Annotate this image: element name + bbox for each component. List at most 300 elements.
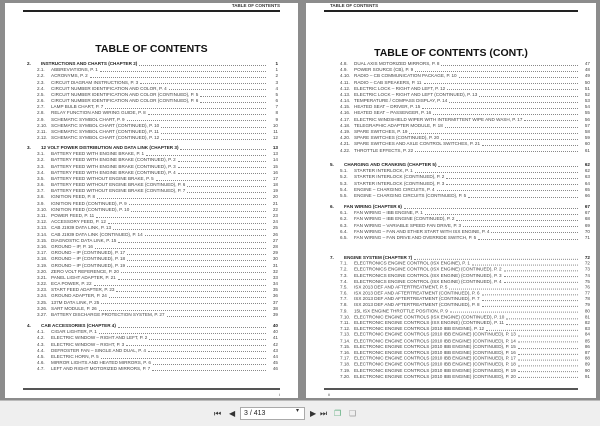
entry-title: ELECTRONIC ENGINE CONTROLS (2010 IBB ENGINE) (CONTINUED), P. 14	[354, 338, 516, 343]
entry-title: ELECTRONIC ENGINE CONTROLS (2010 IBB ENGINE) (CONTINUED), P. 15	[354, 344, 516, 349]
entry-page: 45	[272, 360, 278, 366]
entry-number: 4.22.	[340, 147, 351, 153]
entry-page: 80	[584, 308, 590, 314]
dot-leader	[504, 282, 578, 283]
entry-title: CAB ACCESSORIES (CHAPTER 4)	[41, 322, 116, 328]
dot-leader	[105, 108, 266, 109]
dot-leader	[148, 114, 266, 115]
entry-page: 6	[275, 98, 278, 104]
entry-title: BATTERY FEED WITHOUT ENGINE BRAKE (CONTINUED), P. 6	[51, 182, 186, 188]
entry-title: TEMPERATURE / COMPASS DISPLAY, P. 14	[354, 98, 448, 104]
entry-page: 57	[584, 122, 590, 128]
entry-title: BATTERY FEED WITHOUT ENGINE BRAKE, P. 5	[51, 175, 154, 181]
entry-page: 82	[584, 320, 590, 326]
dot-leader	[121, 272, 266, 273]
entry-title: CIRCUIT DIAGRAM INSTRUCTIONS, P. 3	[51, 79, 139, 85]
entry-number: 3.16.	[37, 243, 48, 249]
dot-leader	[404, 208, 578, 209]
entry-title: CIRCUIT NUMBER IDENTIFICATION AND COLOR (CONTINUED), P. 6	[51, 98, 199, 104]
entry-number: 4.12.	[340, 85, 351, 91]
running-header: TABLE OF CONTENTS	[330, 3, 379, 8]
dot-leader	[140, 83, 266, 84]
dot-leader	[146, 155, 266, 156]
toc-entry[interactable]	[330, 193, 590, 199]
dot-leader	[99, 333, 266, 334]
entry-page: 32	[272, 268, 278, 274]
dot-leader	[156, 180, 266, 181]
entry-number: 4.6.	[37, 360, 45, 366]
entry-page: 55	[584, 110, 590, 116]
dot-leader	[463, 226, 578, 227]
entry-number: 3.6.	[37, 182, 45, 188]
entry-title: SCHEMATIC SYMBOL CHART (CONTINUED), P. 10	[51, 122, 160, 128]
entry-title: STARTER INTERLOCK (CONTINUED), P. 3	[354, 180, 445, 186]
entry-number: 4.19.	[340, 129, 351, 135]
previous-page-icon[interactable]: ◀	[229, 409, 236, 418]
entry-page: 68	[584, 216, 590, 222]
entry-number: 6.3.	[340, 222, 348, 228]
dot-leader	[518, 371, 578, 372]
entry-number: 4.	[27, 322, 31, 328]
entry-page: 69	[584, 222, 590, 228]
entry-page: 58	[584, 129, 590, 135]
dot-leader	[446, 178, 578, 179]
entry-page: 72	[584, 260, 590, 266]
dot-leader	[97, 198, 266, 199]
dot-leader	[415, 71, 578, 72]
entry-page: 3	[275, 79, 278, 85]
entry-title: SPARE SWITCHES AND AXLE CONTROL SWITCHES, P. 21	[354, 141, 481, 147]
toc-entry[interactable]	[330, 235, 590, 241]
entry-page: 14	[272, 157, 278, 163]
entry-title: ELECTRIC HORN, P. 5	[51, 353, 99, 359]
entry-title: ABBREVIATIONS, P. 1	[51, 67, 98, 73]
entry-title: GROUND – IP, P. 16	[51, 243, 93, 249]
toc-entry[interactable]	[27, 366, 278, 372]
dot-leader	[161, 139, 266, 140]
entry-number: 4.16.	[340, 110, 351, 116]
dot-leader	[504, 270, 578, 271]
entry-page: 17	[272, 175, 278, 181]
dot-leader	[127, 260, 266, 261]
entry-title: FAN WIRING – IBB ENGINE (CONTINUED), P. 2	[354, 216, 455, 222]
entry-title: FAN WIRING (CHAPTER 6)	[344, 203, 402, 209]
dot-leader	[450, 312, 578, 313]
entry-title: MIRROR LIGHTS AND HEATED MIRRORS, P. 6	[51, 360, 151, 366]
entry-number: 4.1.	[37, 329, 45, 335]
dot-leader	[415, 151, 578, 152]
entry-page: 13	[272, 151, 278, 157]
entry-page: 25	[272, 225, 278, 231]
page-title: TABLE OF CONTENTS	[95, 43, 208, 55]
entry-page: 74	[584, 272, 590, 278]
entry-number: 7.16.	[340, 350, 351, 355]
entry-page: 22	[272, 206, 278, 212]
entry-number: 2.2.	[37, 73, 45, 79]
entry-title: STARTER INTERLOCK (CONTINUED), P. 2	[354, 174, 445, 180]
entry-number: 7.5.	[340, 284, 348, 290]
entry-number: 4.4.	[37, 347, 45, 353]
entry-title: CHARGING AND CRANKING (CHAPTER 5)	[344, 161, 437, 167]
entry-title: GROUND ADAPTER, P. 24	[51, 293, 107, 299]
entry-number: 3.24.	[37, 293, 48, 299]
dot-leader	[118, 327, 266, 328]
entry-page: 75	[584, 278, 590, 284]
entry-number: 3.23.	[37, 287, 48, 293]
dot-leader	[438, 166, 578, 167]
entry-page: 49	[584, 73, 590, 79]
chevron-down-icon[interactable]: ▾	[296, 408, 300, 414]
entry-title: ENGINE – CHARGING CIRCUITS, P. 4	[354, 186, 435, 192]
entry-page: 66	[584, 192, 590, 198]
entry-page: 64	[584, 180, 590, 186]
entry-title: BATTERY FEED WITHOUT ENGINE BRAKE (CONTINUED), P. 7	[51, 188, 186, 194]
entry-number: 4.13.	[340, 91, 351, 97]
footer-rule	[23, 388, 280, 390]
last-page-icon[interactable]: ⏭	[320, 409, 328, 418]
entry-number: 3.21.	[37, 274, 48, 280]
entry-number: 7.6.	[340, 290, 348, 296]
entry-page: 43	[272, 347, 278, 353]
header-rule	[324, 10, 578, 12]
entry-page: 4	[275, 85, 278, 91]
entry-title: HEATED SEAT – PASSENGER, P. 16	[354, 110, 432, 116]
entry-page: 8	[275, 110, 278, 116]
next-page-icon[interactable]: ▶	[310, 409, 317, 418]
entry-page: 24	[272, 219, 278, 225]
entry-title: STARTER INTERLOCK, P. 1	[354, 168, 413, 174]
entry-title: ELECTRONICS ENGINE CONTROL (ISX ENGINE), P. 1	[354, 260, 470, 266]
entry-page: 87	[584, 350, 590, 355]
dot-leader	[101, 303, 266, 304]
entry-page: 40	[272, 329, 278, 335]
entry-number: 4.8.	[340, 60, 348, 66]
dot-leader	[108, 223, 266, 224]
dot-leader	[524, 120, 578, 121]
dot-leader	[433, 114, 578, 115]
entry-title: ACCESSORY FEED, P. 12	[51, 219, 106, 225]
dot-leader	[456, 220, 578, 221]
entry-page: 7	[275, 104, 278, 110]
entry-number: 4.20.	[340, 135, 351, 141]
two-page-view-icon[interactable]: ❐	[334, 409, 342, 418]
entry-number: 3.10.	[37, 206, 48, 212]
dot-leader	[506, 324, 578, 325]
dot-leader	[468, 197, 578, 198]
entry-title: TELEGRAPHIC ADAPTER MODULE, P. 18	[354, 122, 443, 128]
dot-leader	[472, 264, 578, 265]
single-page-view-icon[interactable]: ❑	[349, 409, 357, 418]
entry-title: CAB J1939 DATA LINK (CONTINUED), P. 14	[51, 231, 143, 237]
entry-title: LAMP BULB CHART, P. 7	[51, 104, 104, 110]
entry-page: 42	[272, 341, 278, 347]
entry-number: 7.4.	[340, 278, 348, 284]
entry-title: 12 VOLT POWER DISTRIBUTION AND DATA LINK (CHAPTER 3)	[41, 144, 179, 150]
dot-leader	[148, 351, 266, 352]
dot-leader	[90, 77, 266, 78]
toc-chapter	[27, 323, 278, 373]
entry-title: LEFT AND RIGHT MOTORIZED MIRRORS, P. 7	[51, 366, 151, 372]
entry-page: 9	[275, 116, 278, 122]
entry-page: 89	[584, 361, 590, 367]
entry-number: 3.20.	[37, 268, 48, 274]
entry-number: 7.13.	[340, 332, 351, 338]
entry-number: 2.11.	[37, 129, 47, 135]
dot-leader	[153, 364, 266, 365]
entry-page: 13	[272, 144, 278, 150]
entry-title: ECA POWER, P. 22	[51, 281, 92, 287]
dot-leader	[96, 217, 266, 218]
entry-title: CIRCUIT NUMBER IDENTIFICATION AND COLOR (CONTINUED), P. 5	[51, 91, 199, 97]
entry-number: 3.12.	[37, 219, 48, 225]
dot-leader	[414, 259, 578, 260]
entry-number: 7.3.	[340, 272, 348, 278]
entry-title: ELECTRONIC ENGINE CONTROLS (2010 IBB ENGINE) (CONTINUED), P. 18	[354, 361, 516, 367]
entry-page: 34	[272, 281, 278, 287]
entry-number: 4.21.	[340, 141, 351, 147]
dot-leader	[180, 149, 266, 150]
entry-number: 3.7.	[37, 188, 45, 194]
entry-page: 54	[584, 104, 590, 110]
entry-number: 4.18.	[340, 122, 351, 128]
entry-number: 6.	[330, 203, 334, 209]
entry-title: START FEED ADAPTER, P. 23	[51, 287, 115, 293]
entry-title: ELECTRIC LOCK – RIGHT AND LEFT, P. 12	[354, 85, 446, 91]
entry-number: 2.9.	[37, 116, 45, 122]
entry-page: 90	[584, 367, 590, 373]
entry-title: DUAL AXIS MOTORIZED MIRRORS, P. 8	[354, 60, 440, 66]
page-number: i	[279, 392, 280, 397]
entry-number: 7.2.	[340, 266, 348, 272]
toc-chapter	[330, 61, 590, 154]
entry-number: 3.18.	[37, 256, 48, 262]
entry-page: 62	[584, 168, 590, 174]
entry-title: ELECTRIC LOCK – RIGHT AND LEFT (CONTINUED), P. 13	[354, 91, 478, 97]
entry-page: 21	[272, 200, 278, 206]
entry-title: ISX 2013 DEF AND AFTERTREATMENT (CONTINUED), P. 8	[354, 302, 480, 308]
entry-number: 3.2.	[37, 157, 45, 163]
entry-number: 7.15.	[340, 344, 351, 349]
entry-page: 53	[584, 98, 590, 104]
entry-page: 63	[584, 174, 590, 180]
entry-number: 2.3.	[37, 79, 45, 85]
entry-title: 15L ISX ENGINE THROTTLE POSITION, P. 9	[354, 308, 448, 314]
entry-page: 65	[584, 186, 590, 192]
entry-number: 5.4.	[340, 186, 348, 192]
dot-leader	[200, 102, 266, 103]
dot-leader	[449, 288, 578, 289]
entry-number: 2.8.	[37, 110, 45, 116]
toc-entry[interactable]	[27, 135, 278, 141]
entry-title: FAN WIRING – IBB ENGINE, P. 1	[354, 210, 423, 216]
entry-number: 7.18.	[340, 361, 351, 367]
dot-leader	[518, 342, 578, 343]
entry-title: SPARE SWITCHES (CONTINUED), P. 20	[354, 135, 440, 141]
entry-number: 2.12.	[37, 135, 48, 141]
dot-leader	[447, 89, 578, 90]
entry-number: 3.26.	[37, 305, 48, 311]
dot-leader	[518, 377, 578, 378]
entry-title: ELECTRONICS ENGINE CONTROL (ISX ENGINE) (CONTINUED), P. 2	[354, 266, 502, 272]
entry-page: 30	[272, 256, 278, 262]
dot-leader	[446, 184, 578, 185]
entry-page: 38	[272, 305, 278, 311]
entry-title: ACRONYMS, P. 2	[51, 73, 88, 79]
entry-page: 12	[272, 135, 278, 141]
entry-title: CIRCUIT NUMBER IDENTIFICATION AND COLOR, P. 4	[51, 85, 167, 91]
entry-page: 40	[272, 322, 278, 328]
entry-title: IGNITION FEED (CONTINUED), P. 9	[51, 200, 127, 206]
dot-leader	[99, 310, 266, 311]
pdf-toolbar	[0, 400, 600, 426]
page-number-input[interactable]: 3 / 413	[240, 407, 305, 420]
entry-number: 3.8.	[37, 194, 45, 200]
entry-title: BATTERY FEED WITH ENGINE BRAKE (CONTINUED), P. 4	[51, 169, 176, 175]
entry-page: 33	[272, 274, 278, 280]
entry-title: FAN WIRING – VARIABLE SPEED FAN DRIVE, P. 3	[354, 222, 462, 228]
entry-page: 48	[584, 67, 590, 73]
dot-leader	[139, 65, 266, 66]
entry-title: BATTERY DISCHARGE PROTECTION SYSTEM, P. 27	[51, 312, 165, 318]
entry-number: 7.1.	[340, 260, 348, 266]
entry-number: 2.5.	[37, 91, 45, 97]
entry-title: ELECTRONIC ENGINE CONTROLS (2010 IBB ENGINE) (CONTINUED), P. 17	[354, 355, 516, 361]
toc-entry[interactable]	[27, 312, 278, 318]
page-number: ii	[328, 392, 330, 397]
entry-title: ELECTRONIC ENGINE CONTROLS (2010 IBB ENGINE) (CONTINUED), P. 16	[354, 350, 516, 355]
entry-number: 3.11.	[37, 213, 47, 219]
entry-page: 15	[272, 163, 278, 169]
entry-number: 3.13.	[37, 225, 48, 231]
dot-leader	[118, 242, 266, 243]
entry-page: 59	[584, 135, 590, 141]
entry-number: 2.10.	[37, 122, 48, 128]
entry-page: 81	[584, 314, 590, 320]
entry-page: 35	[272, 287, 278, 293]
dot-leader	[187, 192, 266, 193]
entry-page: 29	[272, 250, 278, 256]
entry-page: 50	[584, 79, 590, 85]
entry-title: ELECTRONIC ENGINE CONTROLS (2010 IBB ENGINE) (CONTINUED), P. 19	[354, 367, 516, 373]
dot-leader	[101, 358, 266, 359]
entry-title: CIGAR LIGHTER, P. 1	[51, 329, 97, 335]
entry-page: 11	[273, 129, 278, 135]
entry-number: 7.12.	[340, 326, 351, 332]
entry-number: 2.4.	[37, 85, 45, 91]
entry-title: ISX 2013 DEF AND AFTERTREATMENT (CONTINUED), P. 6	[354, 290, 480, 296]
entry-title: ELECTRONICS ENGINE CONTROL (ISX ENGINE) (CONTINUED), P. 4	[354, 278, 502, 284]
dot-leader	[200, 96, 266, 97]
entry-title: GROUND – IP (CONTINUED), P. 19	[51, 262, 126, 268]
first-page-icon[interactable]: ⏮	[214, 409, 222, 418]
dot-leader	[482, 300, 578, 301]
dot-leader	[518, 336, 578, 337]
entry-title: IGNITION FEED, P. 8	[51, 194, 96, 200]
entry-page: 26	[272, 231, 278, 237]
entry-number: 7.19.	[340, 367, 351, 373]
entry-title: RADIO – CAB SPEAKERS, P. 11	[354, 79, 422, 85]
entry-page: 70	[584, 228, 590, 234]
dot-leader	[425, 214, 578, 215]
entry-title: ELECTRONIC ENGINE CONTROLS (ISX ENGINE) (CONTINUED), P. 10	[354, 314, 505, 320]
entry-page: 20	[272, 194, 278, 200]
dot-leader	[152, 370, 266, 371]
entry-page: 10	[272, 122, 278, 128]
entry-number: 3.3.	[37, 163, 45, 169]
entry-page: 91	[584, 373, 590, 379]
entry-number: 4.5.	[37, 353, 45, 359]
entry-number: 4.9.	[340, 67, 348, 73]
entry-number: 3.4.	[37, 169, 45, 175]
dot-leader	[518, 360, 578, 361]
entry-number: 5.3.	[340, 180, 348, 186]
entry-title: DIAGNOSTIC DATA LINK, P. 15	[51, 237, 117, 243]
entry-title: BATTERY FEED WITH ENGINE BRAKE (CONTINUED), P. 2	[51, 157, 176, 163]
dot-leader	[116, 291, 266, 292]
entry-title: ELECTRIC WINDOW – RIGHT, P. 3	[51, 341, 125, 347]
toc-entry[interactable]	[330, 148, 590, 154]
entry-title: FAN WIRING – FAN AND ETHER START WITH ISX ENGINE, P. 4	[354, 228, 490, 234]
entry-number: 7.9.	[340, 308, 348, 314]
entry-title: PANEL LIGHT ADAPTER, P. 21	[51, 274, 116, 280]
dot-leader	[126, 345, 266, 346]
page-title: TABLE OF CONTENTS (CONT.)	[374, 47, 528, 59]
entry-page: 2	[275, 73, 278, 79]
pdf-page-right	[306, 3, 596, 398]
entry-number: 6.1.	[340, 210, 348, 216]
dot-leader	[178, 161, 266, 162]
entry-title: POWER SOURCE (CB), P. 9	[354, 67, 414, 73]
entry-title: ELECTRONIC ENGINE CONTROLS (2010 IBB ENGINE) (CONTINUED), P. 20	[354, 373, 516, 379]
dot-leader	[479, 96, 578, 97]
dot-leader	[161, 133, 266, 134]
entry-page: 1	[275, 67, 278, 73]
dot-leader	[113, 229, 266, 230]
entry-page: 77	[584, 290, 590, 296]
entry-page: 44	[272, 353, 278, 359]
dot-leader	[131, 211, 266, 212]
entry-page: 61	[584, 147, 590, 153]
entry-title: THROTTLE EFFECTS, P. 22	[354, 147, 414, 153]
dot-leader	[100, 71, 266, 72]
dot-leader	[149, 339, 266, 340]
dot-leader	[506, 318, 578, 319]
entry-page: 62	[584, 161, 590, 167]
entry-page: 19	[272, 188, 278, 194]
entry-page: 76	[584, 284, 590, 290]
dot-leader	[441, 139, 578, 140]
entry-page: 23	[272, 213, 278, 219]
entry-title: GROUND – IP (CONTINUED), P. 17	[51, 250, 126, 256]
entry-number: 7.14.	[340, 338, 351, 343]
entry-number: 3.9.	[37, 200, 45, 206]
toc-entry[interactable]	[330, 374, 590, 380]
entry-title: ISX 2013 DEF AND AFTERTREATMENT, P. 5	[354, 284, 448, 290]
dot-leader	[178, 173, 266, 174]
entry-number: 5.2.	[340, 174, 348, 180]
entry-number: 7.	[330, 254, 334, 260]
entry-page: 16	[272, 169, 278, 175]
entry-number: 4.17.	[340, 116, 351, 122]
dot-leader	[504, 276, 578, 277]
entry-number: 7.20.	[340, 373, 351, 379]
entry-page: 83	[584, 326, 590, 332]
dot-leader	[445, 127, 578, 128]
entry-number: 4.2.	[37, 335, 45, 341]
entry-page: 86	[584, 344, 590, 349]
dot-leader	[486, 330, 578, 331]
entry-number: 3.5.	[37, 175, 45, 181]
